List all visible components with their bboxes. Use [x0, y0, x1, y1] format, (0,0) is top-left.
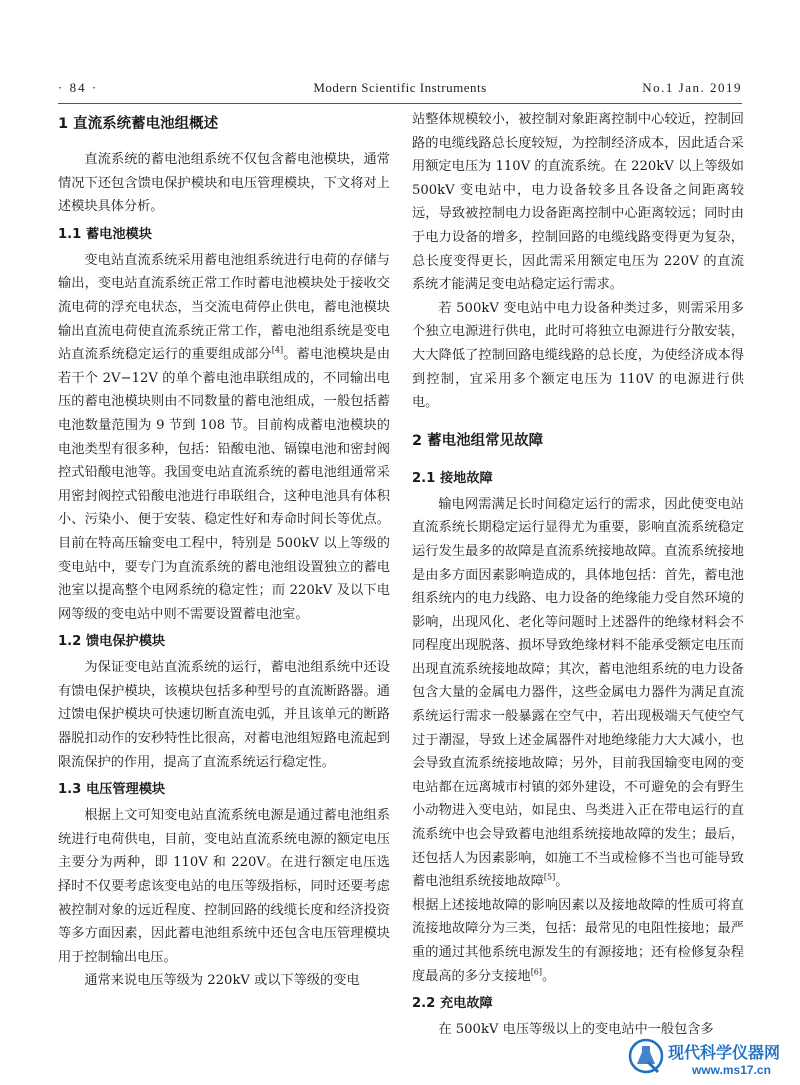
ground-fault-types-paragraph [412, 894, 744, 988]
flask-icon [628, 1038, 664, 1074]
ground-fault-paragraph [412, 493, 744, 894]
watermark-url: www.ms17.cn [692, 1063, 771, 1077]
voltage-management-paragraph: 根据上文可知变电站直流系统电源是通过蓄电池组系统进行电荷供电，目前，变电站直流系统电源的额定电压主要分为两种，即 110V 和 220V。在进行额定电压选择时不仅要考虑该变电站的电压等级指标，同时还要考虑被控制对象的远近程度、控制回路的线缆长度和经济投资等多方面因素，因此蓄电池组系统中还包含电压管理模块用于控制输出电压。 [58, 808, 390, 965]
text-run: 。 [542, 968, 556, 984]
continued-paragraph: 站整体规模较小，被控制对象距离控制中心较近，控制回路的电缆线路总长度较短，为控制经济成本，因此适合采用额定电压为 110V 的直流系统。在 220kV 以上等级如 500kV 变电站中，电力设备较多且各设备之间距离较远，导致被控制电力设备距离控制中心距离较远；同时由于电力设备的增多，控制回路的电缆线路变得更为复杂，总长度变得更长，因此需采用额定电压为 220V 的直流系统才能满足变电站稳定运行需求。 [412, 112, 744, 293]
issue-date: No.1 Jan. 2019 [642, 80, 742, 95]
watermark-title: 现代科学仪器网 [668, 1043, 781, 1062]
header-rule [58, 103, 742, 104]
site-watermark [628, 1034, 800, 1085]
text-run: 变电站直流系统采用蓄电池组系统进行电荷的存储与输出，变电站直流系统正常工作时蓄电池模块处于接收交流电荷的浮充电状态，当交流电荷停止供电，蓄电池模块输出直流电荷使直流系统正常工作，蓄电池组系统是变电站直流系统稳定运行的重要组成部分 [58, 252, 390, 363]
journal-name: Modern Scientific Instruments [313, 80, 487, 95]
500kv-paragraph: 若 500kV 变电站中电力设备种类过多，则需采用多个独立电源进行供电，此时可将独立电源进行分散安装，大大降低了控制回路电缆线路的总长度，为使经济成本得到控制，宜采用多个额定电压为 110V 的电源进行供电。 [412, 300, 744, 411]
citation: [4] [271, 345, 284, 355]
left-column [58, 112, 390, 993]
intro-paragraph: 直流系统的蓄电池组系统不仅包含蓄电池模块，通常情况下还包含馈电保护模块和电压管理模块，下文将对上述模块具体分析。 [58, 152, 390, 215]
citation: [5] [543, 872, 556, 882]
citation: [6] [530, 967, 543, 977]
charging-fault-paragraph: 在 500kV 电压等级以上的变电站中一般包含多 [438, 1022, 714, 1038]
voltage-level-paragraph: 通常来说电压等级为 220kV 或以下等级的变电 [84, 973, 360, 989]
text-run: 根据上述接地故障的影响因素以及接地故障的性质可将直流接地故障分为三类，包括：最常见的电阻性接地；最严重的通过其他系统电源发生的有源接地；还有检修复杂程度最高的多分支接地 [412, 897, 744, 984]
page-number: · 84 · [58, 80, 99, 95]
subsection-heading-1-2: 1.2 馈电保护模块 [58, 634, 166, 650]
section-heading-1: 1 直流系统蓄电池组概述 [58, 116, 219, 132]
running-header [58, 80, 742, 102]
right-column [412, 108, 744, 1042]
section-heading-2: 2 蓄电池组常见故障 [412, 432, 544, 449]
subsection-heading-1-1: 1.1 蓄电池模块 [58, 226, 152, 242]
text-run: 。 [555, 874, 569, 890]
feeder-protection-paragraph: 为保证变电站直流系统的运行，蓄电池组系统中还设有馈电保护模块，该模块包括多种型号的直流断路器。通过馈电保护模块可快速切断直流电弧，并且该单元的断路器脱扣动作的安秒特性比很高，对蓄电池组短路电流起到限流保护的作用，提高了直流系统运行稳定性。 [58, 660, 390, 770]
subsection-heading-1-3: 1.3 电压管理模块 [58, 782, 166, 798]
subsection-heading-2-2: 2.2 充电故障 [412, 996, 493, 1012]
text-run: 。蓄电池模块是由若干个 2V−12V 的单个蓄电池串联组成的，不同输出电压的蓄电池模块则由不同数量的蓄电池组成，一般包括蓄电池数量范围为 9 节到 108 节。目前构成蓄电池模块的电池类型有很多种，包括：铅酸电池、镉镍电池和密封阀控式铅酸电池等。我国变电站直流系统的蓄电池组通常采用密封阀控式铅酸电池进行串联组合，这种电池具有体积小、污染小、便于安装、稳定性好和寿命时间长等优点。目前在特高压输变电工程中，特别是 500kV 以上等级的变电站中，要专门为直流系统的蓄电池组设置独立的蓄电池室以提高整个电网系统的稳定性；而 220kV 及以下电网等级的变电站中则不需要设置蓄电池室。 [58, 347, 391, 622]
text-run: 输电网需满足长时间稳定运行的需求，因此使变电站直流系统长期稳定运行显得尤为重要，影响直流系统稳定运行发生最多的故障是直流系统接地故障。直流系统接地是由多方面因素影响造成的，具体地包括：首先，蓄电池组系统内的电力线路、电力设备的绝缘能力受自然环境的影响，出现风化、老化等问题时上述器件的绝缘材料会不同程度出现脱落、损坏导致绝缘材料不能承受额定电压而出现直流系统接地故障；其次，蓄电池组系统的电力设备包含大量的金属电力器件，这些金属电力器件为满足直流系统运行需求一般暴露在空气中，若出现极端天气使空气过于潮湿，导致上述金属器件对地绝缘能力大大减小，也会导致直流系统接地故障；另外，目前我国输变电网的变电站都在远离城市村镇的郊外建设，不可避免的会有野生小动物进入变电站，如昆虫、鸟类进入正在带电运行的直流系统中也会导致蓄电池组系统接地故障的发生；最后，还包括人为因素影响，如施工不当或检修不当也可能导致蓄电池组系统接地故障 [412, 496, 744, 890]
subsection-heading-2-1: 2.1 接地故障 [412, 470, 493, 486]
battery-module-paragraph [58, 249, 390, 627]
